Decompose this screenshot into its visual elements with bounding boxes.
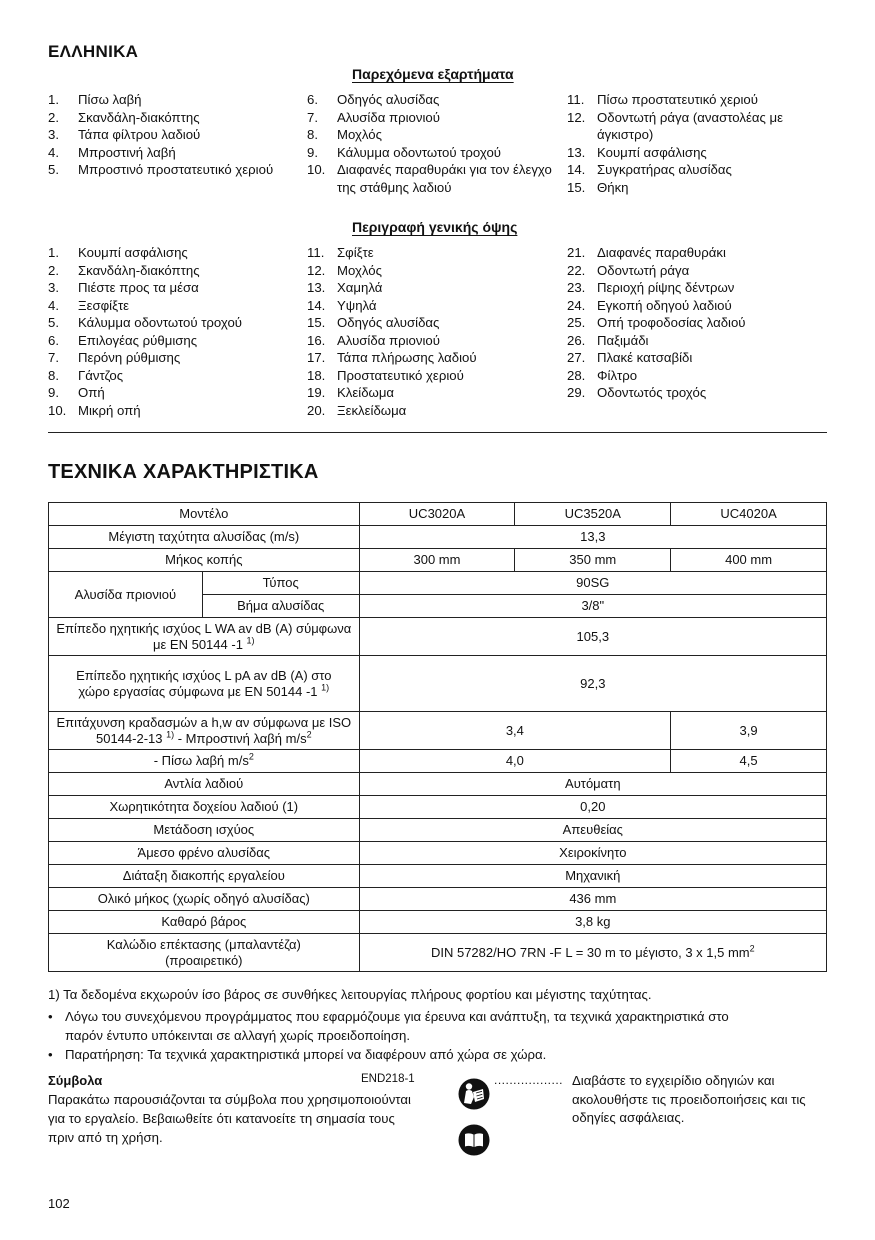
table-row [49,888,827,911]
page-number: 102 [48,1196,70,1211]
item-number: 19. [307,385,326,400]
list-item [567,384,827,402]
model-1: UC3020A [359,503,515,526]
list-item [307,367,557,385]
item-number: 7. [307,109,318,125]
footnote: 1) Τα δεδομένα εκχωρούν ίσο βάρος σε συνθήκες λειτουργίας πλήρους φορτίου και μέγιστης ταχύτητας. [48,987,652,1002]
type-label: Τύπος [202,572,359,595]
item-number: 3. [48,127,59,142]
item-label: Κάλυμμα οδοντωτού τροχού [337,144,502,160]
item-number: 12. [307,262,326,278]
overview-col-3 [567,244,827,402]
item-label: Προστατευτικό χεριού [337,367,464,383]
item-label: Περιοχή ρίψης δέντρων [597,280,735,295]
overall-length-label: Ολικό μήκος (χωρίς οδηγό αλυσίδας) [49,888,360,911]
item-label: Οδοντωτή ράγα [597,262,690,278]
shutoff-label: Διάταξη διακοπής εργαλείου [49,865,360,888]
cut-length-3: 400 mm [671,549,827,572]
pitch-value: 3/8" [359,595,826,618]
list-item [567,144,827,162]
list-item [567,367,827,385]
table-row [49,911,827,934]
item-number: 16. [307,332,326,348]
accessories-col-1 [48,91,298,179]
list-item [567,279,827,297]
item-number: 11. [307,245,325,260]
item-label: Αλυσίδα πριονιού [337,332,440,348]
item-label: Υψηλά [337,297,377,313]
type-value: 90SG [359,572,826,595]
item-label: Πλακέ κατσαβίδι [597,350,693,365]
list-item [48,367,298,385]
item-label: Διαφανές παραθυράκι για τον έλεγχο της στάθμης λαδιού [337,162,552,195]
list-item [48,161,298,179]
table-row [49,618,827,656]
note-2: Παρατήρηση: Τα τεχνικά χαρακτηριστικά μπορεί να διαφέρουν από χώρα σε χώρα. [65,1047,547,1062]
list-item [48,332,298,350]
list-item [307,144,557,162]
item-number: 8. [307,127,318,142]
item-label: Κουμπί ασφάλισης [78,245,188,260]
list-item [567,332,827,350]
net-weight-label: Καθαρό βάρος [49,911,360,934]
list-item [567,297,827,315]
list-item [567,161,827,179]
symbols-text: Παρακάτω παρουσιάζονται τα σύμβολα που χρησιμοποιούνται για το εργαλείο. Βεβαιωθείτε ότι κατανοείτε τη σημασία τους πριν από τη χρήση. [48,1092,411,1145]
item-number: 10. [48,402,67,418]
list-item [307,279,557,297]
net-weight-value: 3,8 kg [359,911,826,934]
item-number: 26. [567,332,586,348]
list-item [48,109,298,127]
vib-rear-label: - Πίσω λαβή $m/s^2$ [49,750,360,773]
item-label: Ξεκλείδωμα [337,402,407,418]
item-label: Συγκρατήρας αλυσίδας [597,162,732,177]
item-label: Μικρή οπή [78,402,141,418]
bullet: • [48,1047,53,1062]
oil-pump-value: Αυτόματη [359,773,826,796]
item-number: 22. [567,262,586,278]
specs-table [48,502,827,972]
item-label: Μπροστινό προστατευτικό χεριού [78,162,274,177]
item-number: 23. [567,280,586,295]
table-row [49,865,827,888]
item-label: Οδοντωτός τροχός [597,385,707,400]
table-row [49,773,827,796]
oil-tank-value: 0,20 [359,796,826,819]
list-item [48,297,298,315]
list-item [307,91,557,109]
item-number: 2. [48,262,59,278]
item-number: 3. [48,280,59,295]
vib-front-value-1: 3,4 [359,712,671,750]
symbols-title: Σύμβολα [48,1073,103,1088]
lpa-value: 92,3 [359,656,826,712]
oil-pump-label: Αντλία λαδιού [49,773,360,796]
item-label: Κλείδωμα [337,385,395,400]
list-item [567,91,827,109]
table-row [49,750,827,773]
table-row [49,656,827,712]
lwa-label: Επίπεδο ηχητικής ισχύος L WA av dB (A) σύμφωνα με EN 50144 -1 $^{1)}$ [49,618,360,656]
item-label: Σκανδάλη-διακόπτης [78,109,200,125]
list-item [307,384,557,402]
item-number: 2. [48,109,59,125]
list-item [567,262,827,280]
list-item [48,1007,838,1045]
vib-front-value-2: 3,9 [671,712,827,750]
vib-rear-value-1: 4,0 [359,750,671,773]
manual-book-icon [458,1124,490,1156]
item-number: 15. [567,179,586,195]
model-label: Μοντέλο [49,503,360,526]
item-label: Ξεσφίξτε [78,297,130,313]
item-number: 13. [567,144,586,160]
table-row [49,549,827,572]
item-label: Πιέστε προς τα μέσα [78,280,199,295]
item-label: Σφίξτε [337,245,374,260]
model-3: UC4020A [671,503,827,526]
item-number: 1. [48,92,59,107]
table-row [49,796,827,819]
list-item [307,262,557,280]
item-number: 21. [567,245,586,260]
item-label: Επιλογέας ρύθμισης [78,332,198,348]
item-number: 8. [48,367,59,383]
item-number: 24. [567,297,586,313]
item-number: 20. [307,402,326,418]
leader-dots: .................. [494,1073,564,1087]
item-label: Οδηγός αλυσίδας [337,315,440,330]
list-item [307,297,557,315]
item-number: 13. [307,280,326,295]
list-item [48,402,298,420]
overview-col-1 [48,244,298,419]
item-number: 6. [48,332,59,348]
item-label: Οδηγός αλυσίδας [337,92,440,107]
cut-length-1: 300 mm [359,549,515,572]
accessories-col-3 [567,91,827,196]
item-number: 14. [567,162,586,177]
max-speed-value: 13,3 [359,526,826,549]
lpa-label: Επίπεδο ηχητικής ισχύος L pA av dB (A) στο χώρο εργασίας σύμφωνα με EN 50144 -1 $^{1)}$ [49,656,360,712]
item-number: 6. [307,92,318,107]
notes [48,985,838,1064]
cord-label: Καλώδιο επέκτασης (μπαλαντέζα) (προαιρετικό) [49,934,360,972]
list-item [307,332,557,350]
list-item [48,91,298,109]
vib-rear-value-2: 4,5 [671,750,827,773]
item-label: Κουμπί ασφάλισης [597,144,707,160]
item-number: 29. [567,385,586,400]
transmission-label: Μετάδοση ισχύος [49,819,360,842]
item-number: 25. [567,315,586,330]
lwa-value: 105,3 [359,618,826,656]
table-row [49,526,827,549]
brake-value: Χειροκίνητο [359,842,826,865]
item-label: Τάπα φίλτρου λαδιού [78,127,201,142]
item-label: Εγκοπή οδηγού λαδιού [597,297,732,313]
list-item [567,179,827,197]
transmission-value: Απευθείας [359,819,826,842]
language-heading: ΕΛΛΗΝΙΚΑ [48,42,139,61]
item-number: 17. [307,350,326,365]
list-item [307,109,557,127]
item-label: Γάντζος [78,367,124,383]
item-number: 5. [48,315,59,330]
list-item [48,279,298,297]
list-item [48,144,298,162]
item-number: 27. [567,350,586,365]
brake-label: Άμεσο φρένο αλυσίδας [49,842,360,865]
item-number: 4. [48,144,59,160]
item-label: Φίλτρο [597,367,638,383]
table-row [49,503,827,526]
item-number: 4. [48,297,59,313]
item-number: 28. [567,367,586,383]
item-number: 9. [48,385,59,400]
cut-length-label: Μήκος κοπής [49,549,360,572]
list-item [307,349,557,367]
item-number: 18. [307,367,326,383]
cut-length-2: 350 mm [515,549,671,572]
list-item [48,262,298,280]
item-label: Αλυσίδα πριονιού [337,109,440,125]
list-item [567,314,827,332]
bullet: • [48,1009,53,1024]
specs-title: ΤΕΧΝΙΚΑ ΧΑΡΑΚΤΗΡΙΣΤΙΚΑ [48,461,319,483]
oil-tank-label: Χωρητικότητα δοχείου λαδιού (1) [49,796,360,819]
item-number: 10. [307,162,326,177]
read-manual-text: Διαβάστε το εγχειρίδιο οδηγιών και ακολουθήστε τις προειδοποιήσεις και τις οδηγίες ασφάλειας. [572,1073,806,1125]
list-item [307,161,557,196]
table-row [49,712,827,750]
table-row [49,934,827,972]
item-label: Μπροστινή λαβή [78,144,176,160]
item-number: 5. [48,162,59,177]
item-label: Οδοντωτή ράγα (αναστολέας με άγκιστρο) [597,109,783,142]
item-label: Διαφανές παραθυράκι [597,245,726,260]
item-number: 11. [567,92,585,107]
list-item [48,1045,838,1064]
cord-value: DIN 57282/HO 7RN -F L = 30 m το μέγιστο, 3 x 1,5 $mm^2$ [359,934,826,972]
section-divider [48,432,827,433]
accessories-col-2 [307,91,557,196]
item-label: Περόνη ρύθμισης [78,350,181,365]
item-label: Οπή [78,385,105,400]
read-instructions-person-icon [458,1078,490,1110]
list-item [48,349,298,367]
item-number: 1. [48,245,59,260]
list-item [307,314,557,332]
item-label: Τάπα πλήρωσης λαδιού [337,350,477,365]
table-row [49,572,827,595]
overview-title: Περιγραφή γενικής όψης [352,219,518,235]
list-item [48,244,298,262]
list-item [48,384,298,402]
list-item [307,126,557,144]
list-item [567,109,827,144]
item-number: 12. [567,109,586,125]
table-row [49,819,827,842]
item-label: Οπή τροφοδοσίας λαδιού [597,315,746,330]
item-number: 15. [307,315,326,330]
symbols-code: END218-1 [361,1073,415,1085]
item-label: Πίσω λαβή [78,92,142,107]
vib-front-label: Επιτάχυνση κραδασμών a h,w αν σύμφωνα με ISO 50144-2-13 $^{1)}$ - Μπροστινή λαβή $m/s^2$ [49,712,360,750]
item-label: Κάλυμμα οδοντωτού τροχού [78,315,243,330]
note-1: Λόγω του συνεχόμενου προγράμματος που εφαρμόζουμε για έρευνα και ανάπτυξη, τα τεχνικά χαρακτηριστικά στο παρόν έντυπο υπόκεινται σε αλλαγή χωρίς προειδοποίηση. [65,1009,729,1043]
overview-col-2 [307,244,557,419]
item-label: Σκανδάλη-διακόπτης [78,262,200,278]
item-label: Θήκη [597,179,629,195]
item-label: Πίσω προστατευτικό χεριού [597,92,758,107]
list-item [567,244,827,262]
item-label: Χαμηλά [337,280,383,295]
item-number: 9. [307,144,318,160]
item-number: 7. [48,350,59,365]
list-item [48,314,298,332]
list-item [567,349,827,367]
table-row [49,842,827,865]
list-item [307,244,557,262]
item-label: Παξιμάδι [597,332,649,348]
overall-length-value: 436 mm [359,888,826,911]
model-2: UC3520A [515,503,671,526]
pitch-label: Βήμα αλυσίδας [202,595,359,618]
item-label: Μοχλός [337,127,382,142]
accessories-title: Παρεχόμενα εξαρτήματα [352,66,514,82]
list-item [48,126,298,144]
list-item [307,402,557,420]
item-label: Μοχλός [337,262,382,278]
item-number: 14. [307,297,326,313]
shutoff-value: Μηχανική [359,865,826,888]
saw-chain-label: Αλυσίδα πριονιού [49,572,203,618]
max-speed-label: Μέγιστη ταχύτητα αλυσίδας (m/s) [49,526,360,549]
